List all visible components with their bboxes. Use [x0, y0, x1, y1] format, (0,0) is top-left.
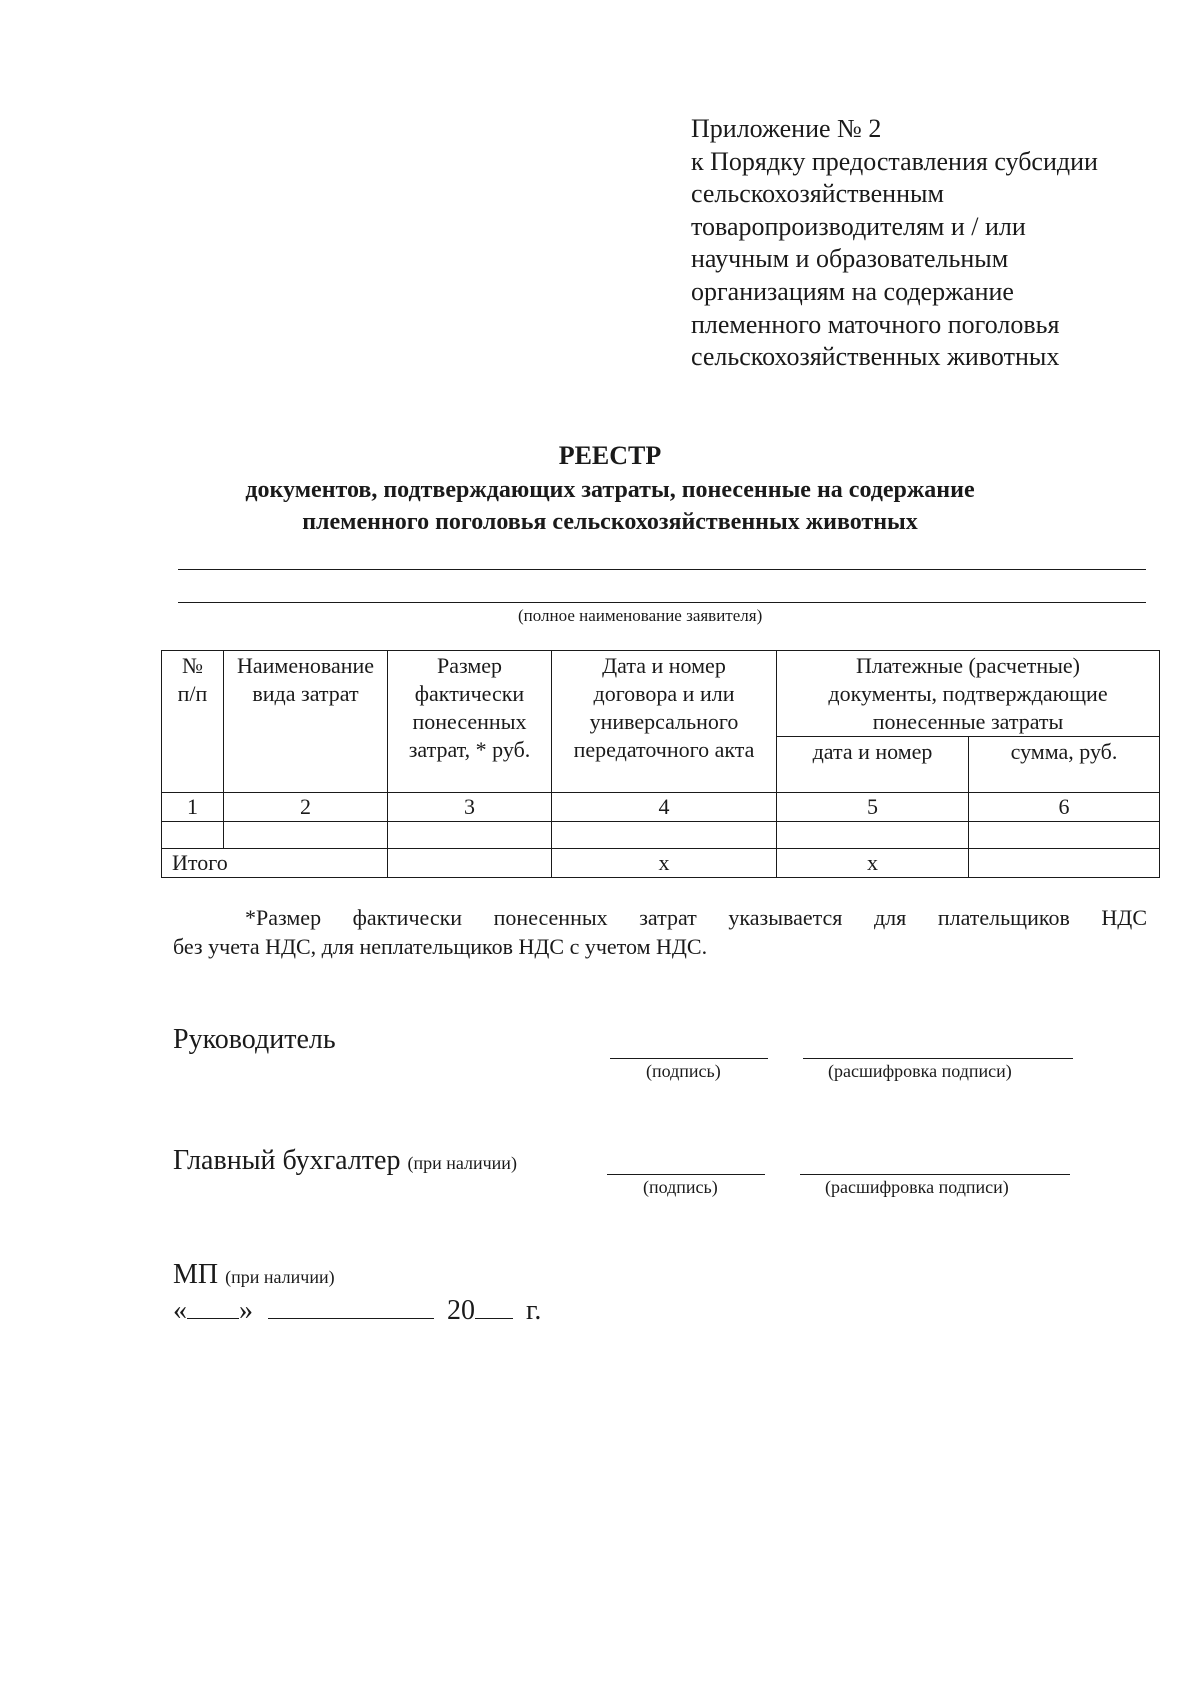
- head-decode-line[interactable]: [803, 1058, 1073, 1059]
- date-close-quote: »: [239, 1295, 253, 1326]
- column-number: 5: [777, 793, 969, 822]
- accountant-label-text: Главный бухгалтер: [173, 1145, 401, 1176]
- title-line-2: документов, подтверждающих затраты, понесенные на содержание: [245, 477, 975, 503]
- header-text: документы, подтверждающие: [828, 681, 1108, 706]
- head-signature-caption: (подпись): [646, 1061, 721, 1081]
- footnote-line-1: *Размер фактически понесенных затрат указывается для плательщиков НДС: [245, 905, 1147, 930]
- table-row-total: [162, 849, 1160, 878]
- head-decode-caption: (расшифровка подписи): [828, 1061, 1012, 1081]
- header-name: [224, 651, 388, 793]
- appendix-line: товаропроизводителям и / или: [691, 211, 1026, 241]
- accountant-decode-line[interactable]: [800, 1174, 1070, 1175]
- table-row: [162, 822, 1160, 849]
- column-number: 4: [552, 793, 777, 822]
- table-cell[interactable]: [969, 822, 1160, 849]
- footnote-line-2: без учета НДС, для неплательщиков НДС с учетом НДС.: [173, 934, 708, 959]
- stamp-label: [173, 1259, 335, 1291]
- date-day-field[interactable]: [187, 1292, 239, 1319]
- column-number: 2: [224, 793, 388, 822]
- table-cell[interactable]: [388, 822, 552, 849]
- appendix-line: племенного маточного поголовья: [691, 309, 1060, 339]
- stamp-note: (при наличии): [225, 1267, 335, 1287]
- head-signature-line[interactable]: [610, 1058, 768, 1059]
- document-title: [160, 440, 1060, 538]
- appendix-line: организациям на содержание: [691, 276, 1014, 306]
- stamp-label-text: МП: [173, 1259, 219, 1290]
- accountant-signature-caption: (подпись): [643, 1177, 718, 1197]
- header-text: понесенных: [412, 709, 527, 734]
- appendix-line: сельскохозяйственных животных: [691, 342, 1060, 372]
- header-text: универсального: [589, 709, 739, 734]
- header-text: Наименование: [236, 653, 375, 678]
- header-text: Платежные (расчетные): [856, 653, 1080, 678]
- column-number: 3: [388, 793, 552, 822]
- appendix-line: к Порядку предоставления субсидии: [691, 146, 1098, 176]
- header-text: п/п: [177, 681, 208, 706]
- date-month-field[interactable]: [268, 1292, 434, 1319]
- table-header-row: [162, 651, 1160, 737]
- header-text: договора и или: [593, 681, 735, 706]
- title-main: РЕЕСТР: [558, 441, 662, 470]
- table-cell[interactable]: [552, 822, 777, 849]
- date-year-field[interactable]: [475, 1292, 513, 1319]
- accountant-decode-caption: (расшифровка подписи): [825, 1177, 1009, 1197]
- header-text: понесенные затраты: [872, 709, 1064, 734]
- appendix-line: Приложение № 2: [691, 114, 882, 143]
- header-amount: [388, 651, 552, 793]
- header-contract: [552, 651, 777, 793]
- header-text: №: [182, 653, 203, 678]
- title-line-3: племенного поголовья сельскохозяйственных животных: [302, 509, 918, 535]
- table-row-numbers: [162, 793, 1160, 822]
- date-suffix: г.: [526, 1295, 542, 1326]
- header-text: затрат, * руб.: [408, 737, 531, 762]
- total-payment-sum-cell[interactable]: [969, 849, 1160, 878]
- header-text: фактически: [414, 681, 525, 706]
- header-payment: [777, 651, 1160, 737]
- header-num: [162, 651, 224, 793]
- header-payment-sum: сумма, руб.: [969, 737, 1160, 793]
- column-number: 6: [969, 793, 1160, 822]
- header-text: Размер: [436, 653, 503, 678]
- registry-table: [161, 650, 1160, 878]
- date-open-quote: «: [173, 1295, 187, 1326]
- applicant-name-line-1[interactable]: [178, 569, 1146, 570]
- total-payment-date-cell: x: [777, 849, 969, 878]
- applicant-name-line-2[interactable]: [178, 602, 1146, 603]
- appendix-line: научным и образовательным: [691, 244, 1009, 274]
- total-amount-cell[interactable]: [388, 849, 552, 878]
- header-payment-date: дата и номер: [777, 737, 969, 793]
- table-cell[interactable]: [777, 822, 969, 849]
- table-cell[interactable]: [162, 822, 224, 849]
- total-label: Итого: [162, 849, 388, 878]
- accountant-label: [173, 1145, 517, 1177]
- appendix-line: сельскохозяйственным: [691, 179, 944, 209]
- table-cell[interactable]: [224, 822, 388, 849]
- date-line: [173, 1292, 541, 1327]
- appendix-header: [691, 113, 1151, 374]
- header-text: вида затрат: [252, 681, 359, 706]
- footnote: [173, 903, 1147, 961]
- accountant-signature-line[interactable]: [607, 1174, 765, 1175]
- header-text: передаточного акта: [573, 737, 755, 762]
- total-contract-cell: x: [552, 849, 777, 878]
- header-text: Дата и номер: [602, 653, 726, 678]
- applicant-caption: (полное наименование заявителя): [518, 606, 763, 625]
- accountant-note: (при наличии): [407, 1153, 517, 1173]
- column-number: 1: [162, 793, 224, 822]
- date-year-prefix: 20: [447, 1295, 475, 1326]
- head-label: Руководитель: [173, 1024, 336, 1055]
